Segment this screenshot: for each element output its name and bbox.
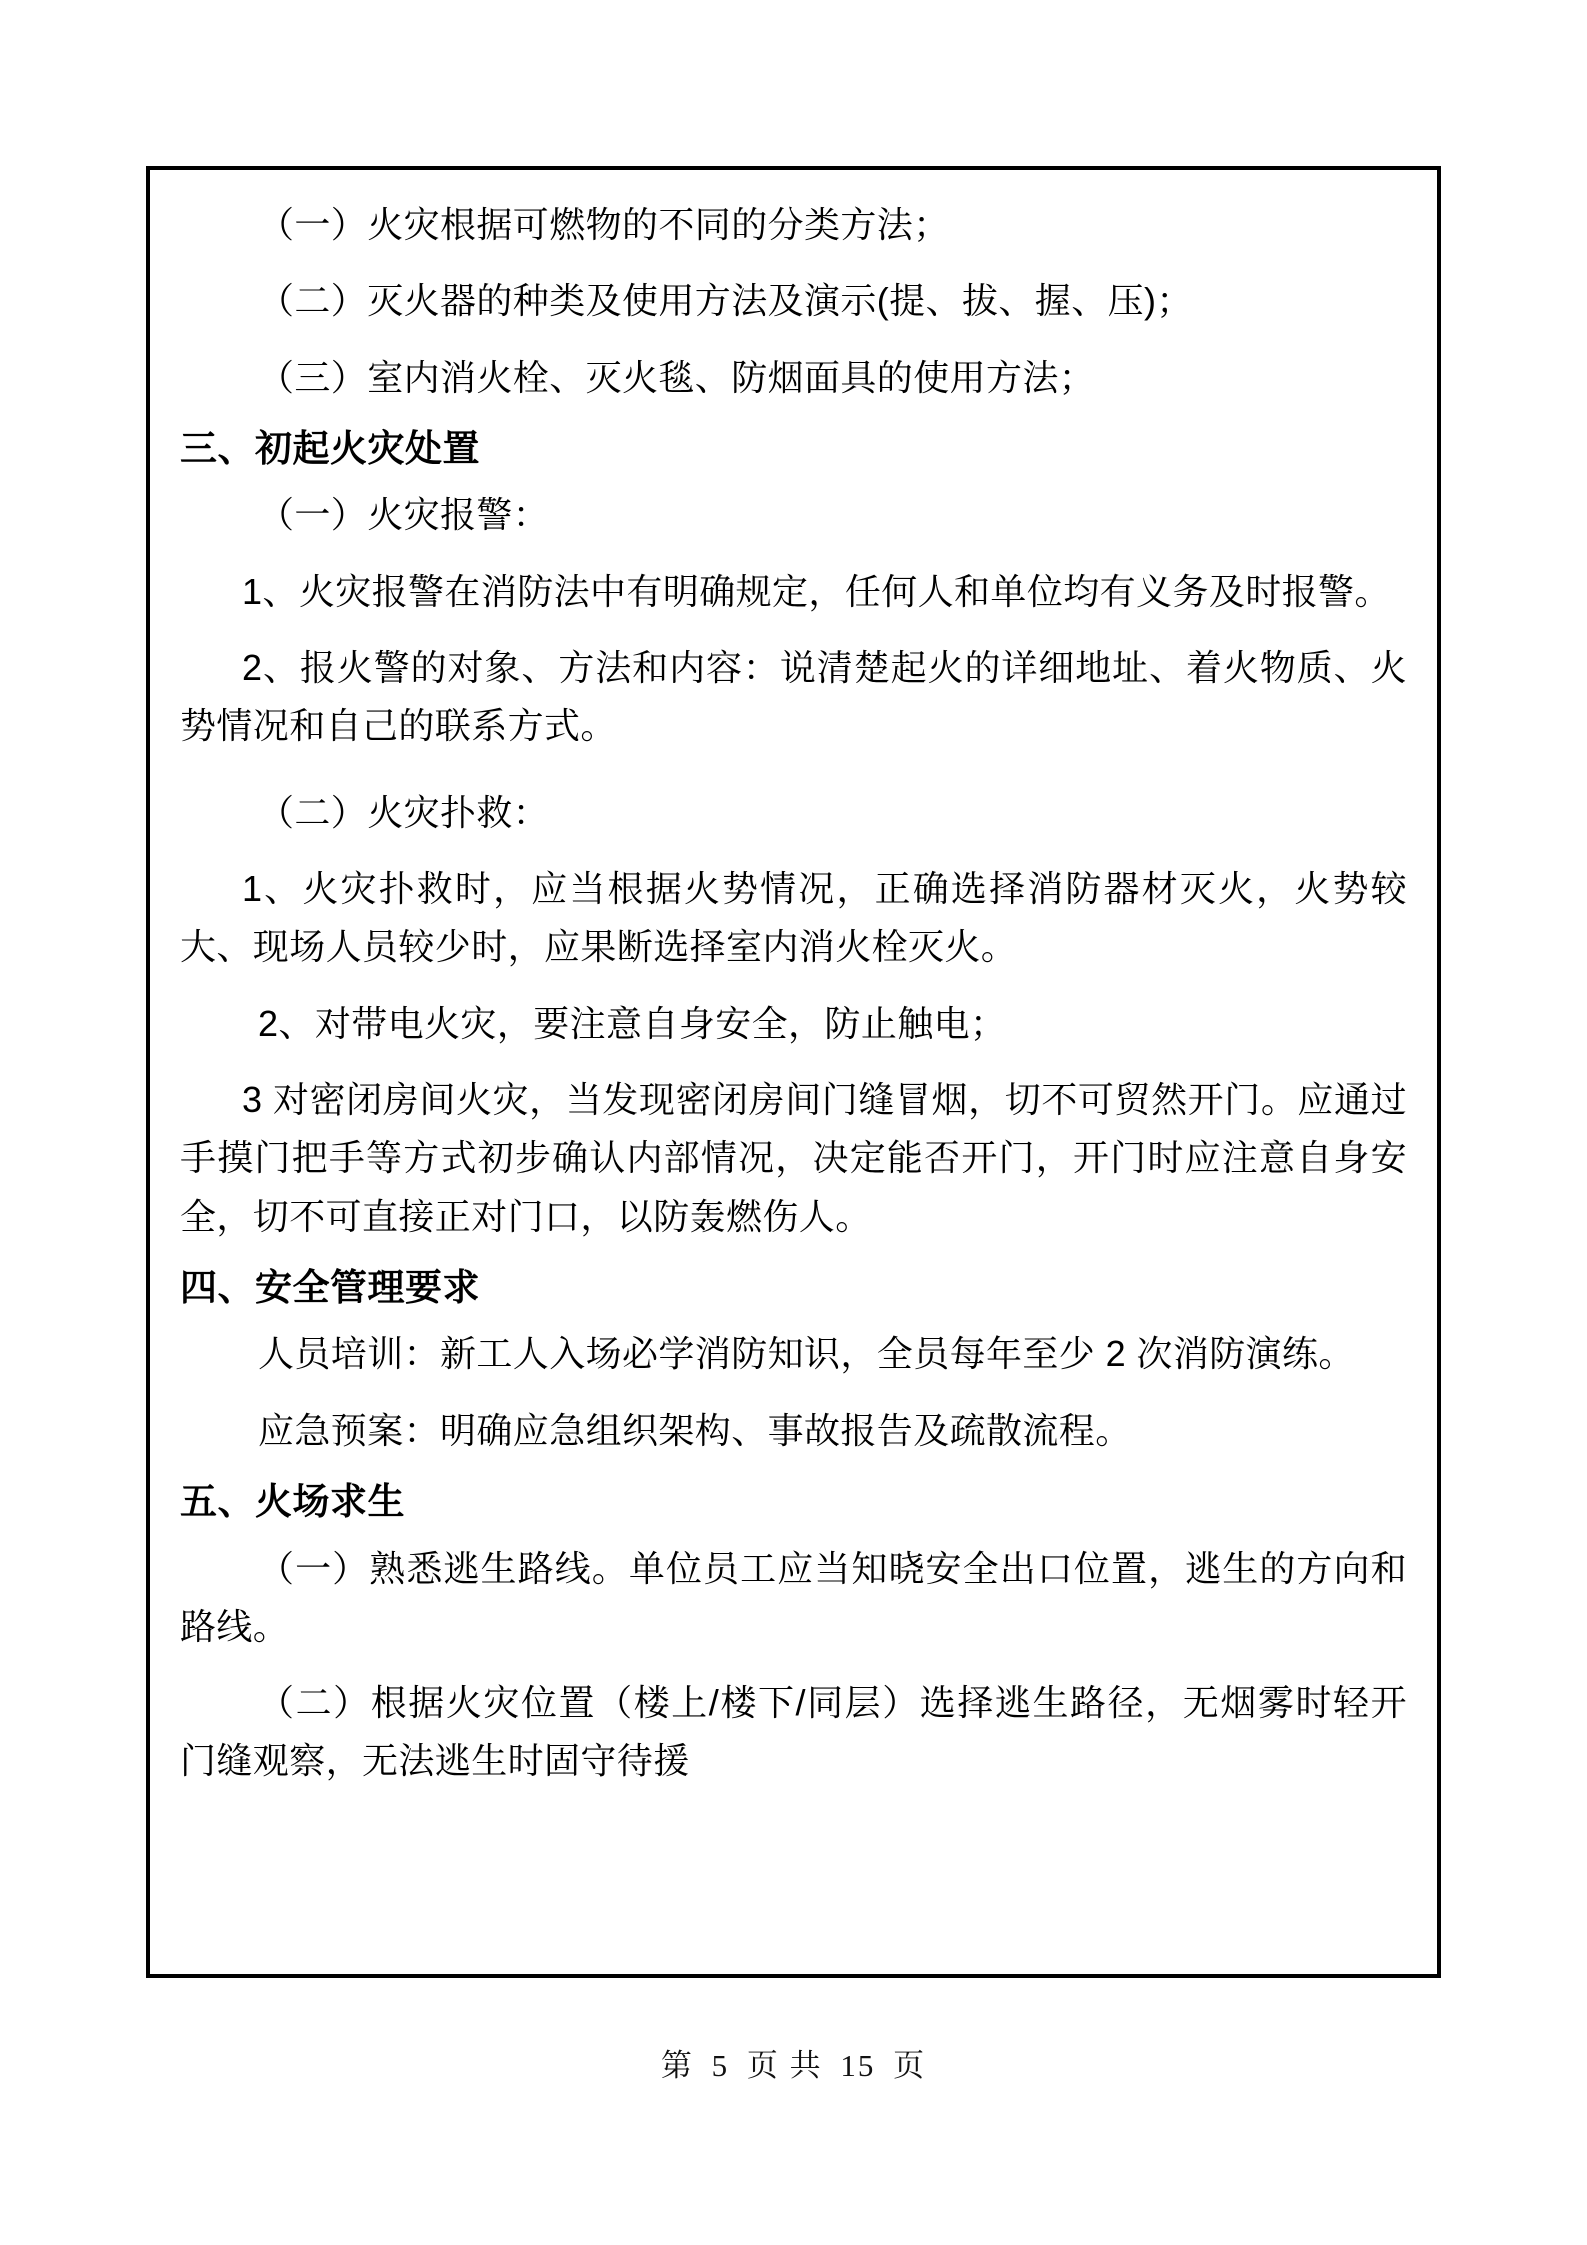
list-item: 1、火灾扑救时，应当根据火势情况，正确选择消防器材灭火，火势较大、现场人员较少时，应果断选择室内消火栓灭火。 <box>180 868 1407 968</box>
list-item: 人员培训：新工人入场必学消防知识，全员每年至少 2 次消防演练。 <box>258 1333 1355 1375</box>
spacer <box>180 339 1407 349</box>
spacer <box>180 262 1407 272</box>
spacer <box>180 985 1407 995</box>
footer-prefix: 第 <box>660 2048 694 2083</box>
list-item: 3 对密闭房间火灾，当发现密闭房间门缝冒烟，切不可贸然开门。应通过手摸门把手等方式初步确认内部情况，决定能否开门，开门时应注意自身安全，切不可直接正对门口，以防轰燃伤人。 <box>180 1078 1407 1237</box>
footer-total-pages: 15 <box>840 2048 876 2083</box>
spacer <box>180 1061 1407 1071</box>
spacer <box>180 629 1407 639</box>
spacer <box>180 850 1407 860</box>
document-body <box>150 170 1437 1791</box>
list-item: 1、火灾报警在消防法中有明确规定，任何人和单位均有义务及时报警。 <box>242 570 1391 612</box>
footer-suffix: 页 <box>893 2048 927 2083</box>
page-footer <box>0 2040 1587 2085</box>
footer-current-page: 5 <box>711 2048 730 2083</box>
list-item: （二）根据火灾位置（楼上/楼下/同层）选择逃生路径，无烟雾时轻开门缝观察，无法逃生时固守待援 <box>180 1682 1407 1782</box>
list-item: （一）火灾根据可燃物的不同的分类方法； <box>258 204 950 245</box>
spacer <box>180 764 1407 784</box>
spacer <box>180 1392 1407 1402</box>
list-item: 应急预案：明确应急组织架构、事故报告及疏散流程。 <box>258 1409 1132 1451</box>
section-heading-five: 五、火场求生 <box>180 1481 405 1522</box>
list-item: （二）火灾扑救： <box>258 791 550 833</box>
list-item: 2、报火警的对象、方法和内容：说清楚起火的详细地址、着火物质、火势情况和自己的联系方式。 <box>180 647 1407 747</box>
list-item: （二）灭火器的种类及使用方法及演示(提、拔、握、压)； <box>258 280 1193 322</box>
spacer <box>180 1664 1407 1674</box>
list-item: （一）火灾报警： <box>258 494 550 536</box>
document-content-frame <box>146 166 1441 1978</box>
list-item: （一）熟悉逃生路线。单位员工应当知晓安全出口位置，逃生的方向和路线。 <box>180 1547 1407 1647</box>
section-heading-four: 四、安全管理要求 <box>180 1266 480 1308</box>
footer-middle: 页 共 <box>746 2048 823 2083</box>
spacer <box>180 553 1407 563</box>
section-heading-three: 三、初起火灾处置 <box>180 427 480 469</box>
list-item: 2、对带电火灾，要注意自身安全，防止触电； <box>258 1002 1007 1044</box>
list-item: （三）室内消火栓、灭火毯、防烟面具的使用方法； <box>258 356 1096 398</box>
